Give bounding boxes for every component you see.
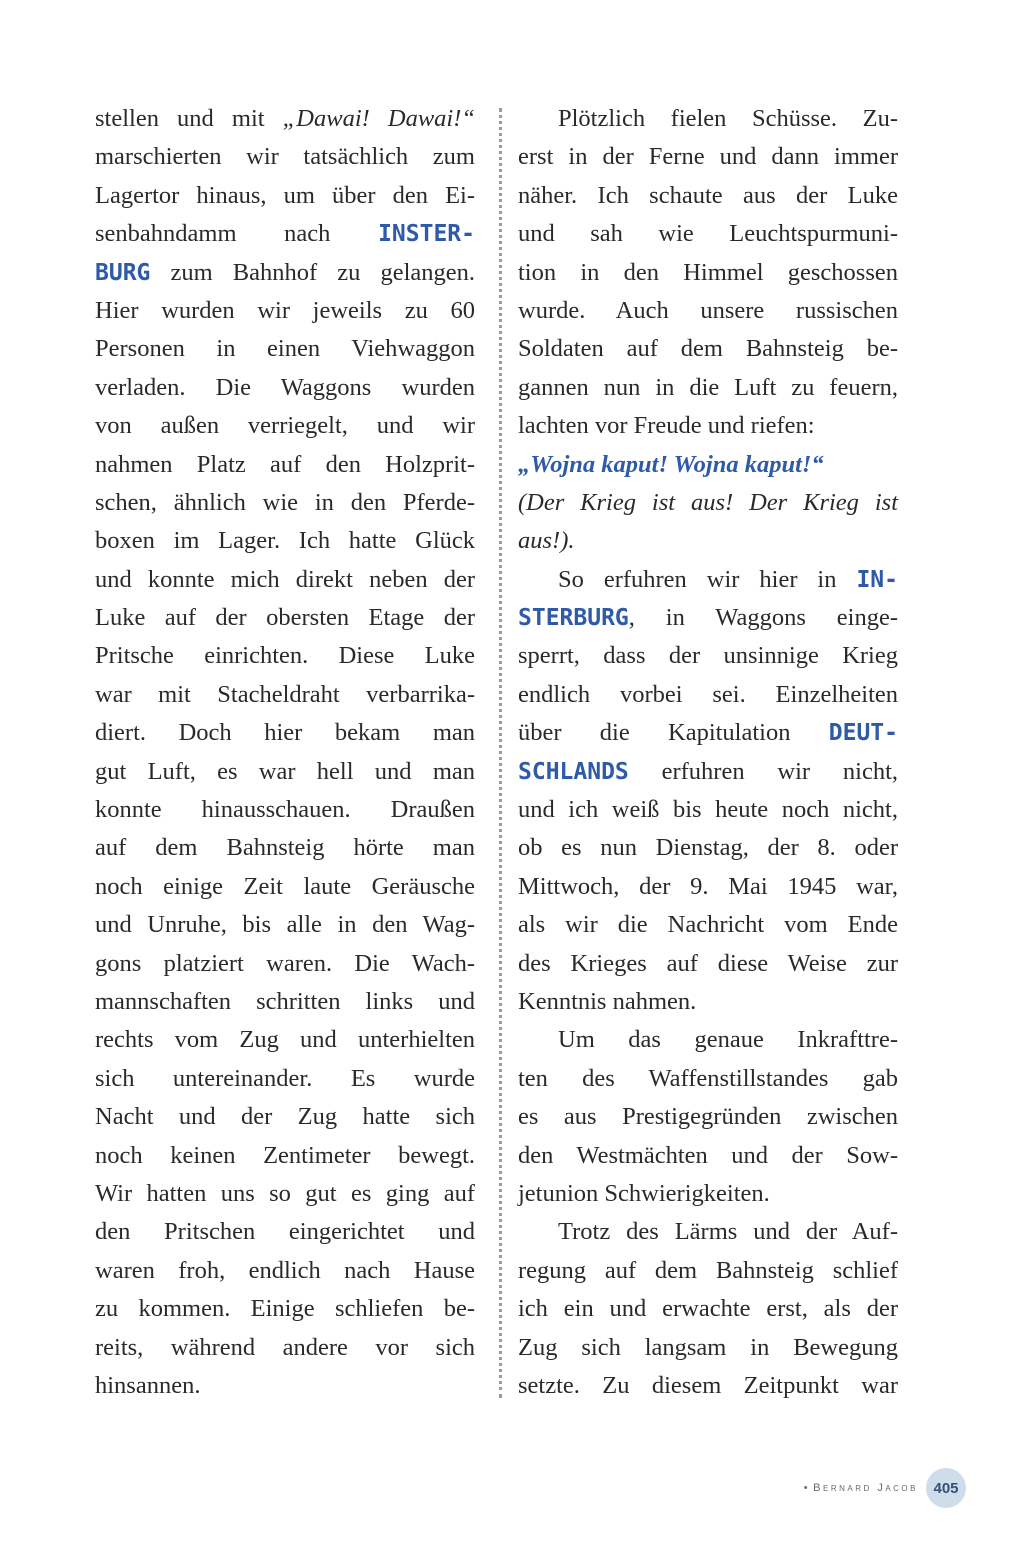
text-line [518, 791, 898, 829]
text-line [95, 945, 475, 983]
text-line [95, 1290, 475, 1328]
text-line [518, 1367, 898, 1405]
text-span: Trotz des Lärms und der Auf- [558, 1218, 898, 1246]
text-line [518, 1137, 898, 1175]
text-line [95, 1329, 475, 1367]
text-span: den Pritschen eingerichtet und [95, 1218, 475, 1246]
text-span: schen, ähnlich wie in den Pferde- [95, 488, 475, 516]
text-line [95, 791, 475, 829]
text-line [518, 177, 898, 215]
text-line [95, 215, 475, 253]
text-span: verladen. Die Waggons wurden [95, 373, 475, 401]
text-span: es aus Prestigegründen zwischen [518, 1103, 898, 1131]
right-text-column [518, 100, 898, 1405]
text-span: jetunion Schwierigkeiten. [518, 1179, 770, 1207]
text-span: waren froh, endlich nach Hause [95, 1256, 475, 1284]
text-line [95, 100, 475, 138]
text-line [518, 484, 898, 522]
text-span: zum Bahnhof zu gelangen. [150, 258, 475, 286]
text-span: über die Kapitulation [518, 719, 829, 747]
text-span: mannschaften schritten links und [95, 987, 475, 1015]
place-name: INSTER- [378, 221, 475, 248]
text-line [518, 868, 898, 906]
text-line [518, 1290, 898, 1328]
text-span: Hier wurden wir jeweils zu 60 [95, 296, 475, 324]
text-line [518, 446, 898, 484]
text-line [518, 254, 898, 292]
text-line [95, 292, 475, 330]
text-span: reits, während andere vor sich [95, 1333, 475, 1361]
text-span: sperrt, dass der unsinnige Krieg [518, 642, 898, 670]
text-span: Zug sich langsam in Bewegung [518, 1333, 898, 1361]
text-span: und konnte mich direkt neben der [95, 565, 475, 593]
text-line [95, 637, 475, 675]
text-span: Personen in einen Viehwaggon [95, 335, 475, 363]
text-span: (Der Krieg ist aus! Der Krieg ist [518, 488, 898, 516]
place-name: STERBURG [518, 605, 629, 632]
text-line [95, 522, 475, 560]
text-span: den Westmächten und der Sow- [518, 1141, 898, 1169]
text-span: wurde. Auch unsere russischen [518, 296, 898, 324]
text-span: nahmen Platz auf den Holzprit- [95, 450, 475, 478]
text-span: als wir die Nachricht vom Ende [518, 911, 898, 939]
text-line [518, 637, 898, 675]
text-line [518, 292, 898, 330]
text-line [518, 100, 898, 138]
text-line [95, 1060, 475, 1098]
text-span: Pritsche einrichten. Diese Luke [95, 642, 475, 670]
text-span: ich ein und erwachte erst, als der [518, 1295, 898, 1323]
text-line [95, 906, 475, 944]
text-line [95, 254, 475, 292]
text-line [518, 906, 898, 944]
text-line [95, 330, 475, 368]
text-span: stellen und mit [95, 105, 283, 132]
text-span: boxen im Lager. Ich hatte Glück [95, 527, 475, 555]
text-span: gons platziert waren. Die Wach- [95, 949, 475, 977]
text-line [518, 1021, 898, 1059]
text-span: gut Luft, es war hell und man [95, 757, 475, 785]
text-line [518, 829, 898, 867]
place-name: BURG [95, 259, 151, 286]
text-line [518, 215, 898, 253]
text-span: näher. Ich schaute aus der Luke [518, 181, 898, 209]
text-span: von außen verriegelt, und wir [95, 412, 475, 440]
text-span: lachten vor Freude und riefen: [518, 412, 815, 440]
text-line [95, 177, 475, 215]
text-span: hinsannen. [95, 1371, 201, 1399]
text-line [518, 599, 898, 637]
page-footer [804, 1468, 966, 1508]
text-line [518, 330, 898, 368]
text-line [95, 1021, 475, 1059]
text-line [518, 369, 898, 407]
text-span: konnte hinausschauen. Draußen [95, 796, 475, 824]
text-span: ob es nun Dienstag, der 8. oder [518, 834, 898, 862]
text-line [518, 561, 898, 599]
text-span: auf dem Bahnsteig hörte man [95, 834, 475, 862]
text-span: Nacht und der Zug hatte sich [95, 1103, 475, 1131]
footer-author: • Bernard Jacob [804, 1482, 918, 1494]
text-line [518, 676, 898, 714]
text-span: diert. Doch hier bekam man [95, 719, 475, 747]
text-span: des Krieges auf diese Weise zur [518, 949, 898, 977]
text-line [95, 407, 475, 445]
text-span: , in Waggons einge- [628, 604, 898, 632]
text-span: und sah wie Leuchtspurmuni- [518, 220, 898, 248]
text-line [518, 753, 898, 791]
place-name: IN- [856, 566, 898, 593]
text-line [95, 1175, 475, 1213]
text-line [95, 138, 475, 176]
text-span: aus!). [518, 527, 575, 555]
text-span: Luke auf der obersten Etage der [95, 604, 475, 632]
text-line [95, 829, 475, 867]
text-span: noch einige Zeit laute Geräusche [95, 872, 475, 900]
text-line [95, 1252, 475, 1290]
text-span: Soldaten auf dem Bahnsteig be- [518, 335, 898, 363]
text-span: Kenntnis nahmen. [518, 987, 697, 1015]
text-line [518, 1175, 898, 1213]
text-span: erst in der Ferne und dann immer [518, 143, 898, 171]
text-line [518, 983, 898, 1021]
text-span: Plötzlich fielen Schüsse. Zu- [558, 105, 898, 132]
text-span: war mit Stacheldraht verbarrika- [95, 680, 475, 708]
text-span: „Dawai! Dawai!“ [282, 105, 475, 132]
text-span: zu kommen. Einige schliefen be- [95, 1295, 475, 1323]
text-span: Um das genaue Inkrafttre- [558, 1026, 898, 1054]
text-line [95, 446, 475, 484]
text-line [518, 522, 898, 560]
text-span: tion in den Himmel geschossen [518, 258, 898, 286]
text-line [518, 1098, 898, 1136]
text-span: noch keinen Zentimeter bewegt. [95, 1141, 475, 1169]
text-line [95, 868, 475, 906]
text-span: und ich weiß bis heute noch nicht, [518, 796, 898, 824]
text-line [95, 599, 475, 637]
place-name: SCHLANDS [518, 758, 629, 785]
text-line [95, 676, 475, 714]
text-line [95, 1367, 475, 1405]
place-name: DEUT- [828, 720, 898, 747]
text-span: ten des Waffenstillstandes gab [518, 1064, 898, 1092]
text-line [95, 714, 475, 752]
text-span: sich untereinander. Es wurde [95, 1064, 475, 1092]
left-text-column [95, 100, 475, 1405]
text-span: rechts vom Zug und unterhielten [95, 1026, 475, 1054]
text-line [518, 1060, 898, 1098]
text-line [518, 714, 898, 752]
text-span: setzte. Zu diesem Zeitpunkt war [518, 1371, 898, 1399]
text-span: Lagertor hinaus, um über den Ei- [95, 181, 475, 209]
text-span: „Wojna kaput! Wojna kaput!“ [518, 450, 824, 478]
text-line [95, 1137, 475, 1175]
text-line [95, 983, 475, 1021]
text-line [518, 1329, 898, 1367]
text-line [518, 1213, 898, 1251]
column-divider [499, 108, 502, 1398]
text-line [95, 753, 475, 791]
text-span: marschierten wir tatsächlich zum [95, 143, 475, 171]
text-line [95, 1098, 475, 1136]
text-span: regung auf dem Bahnsteig schlief [518, 1256, 898, 1284]
text-span: und Unruhe, bis alle in den Wag- [95, 911, 475, 939]
text-span: So erfuhren wir hier in [558, 565, 857, 593]
text-line [518, 1252, 898, 1290]
text-line [95, 561, 475, 599]
text-span: senbahndamm nach [95, 220, 379, 248]
page-number: 405 [926, 1468, 966, 1508]
text-line [518, 407, 898, 445]
text-span: Mittwoch, der 9. Mai 1945 war, [518, 872, 898, 900]
text-line [95, 369, 475, 407]
text-span: erfuhren wir nicht, [628, 757, 898, 785]
text-line [95, 484, 475, 522]
text-span: Wir hatten uns so gut es ging auf [95, 1179, 475, 1207]
text-line [518, 138, 898, 176]
text-span: gannen nun in die Luft zu feuern, [518, 373, 898, 401]
text-line [95, 1213, 475, 1251]
text-span: endlich vorbei sei. Einzelheiten [518, 680, 898, 708]
text-line [518, 945, 898, 983]
